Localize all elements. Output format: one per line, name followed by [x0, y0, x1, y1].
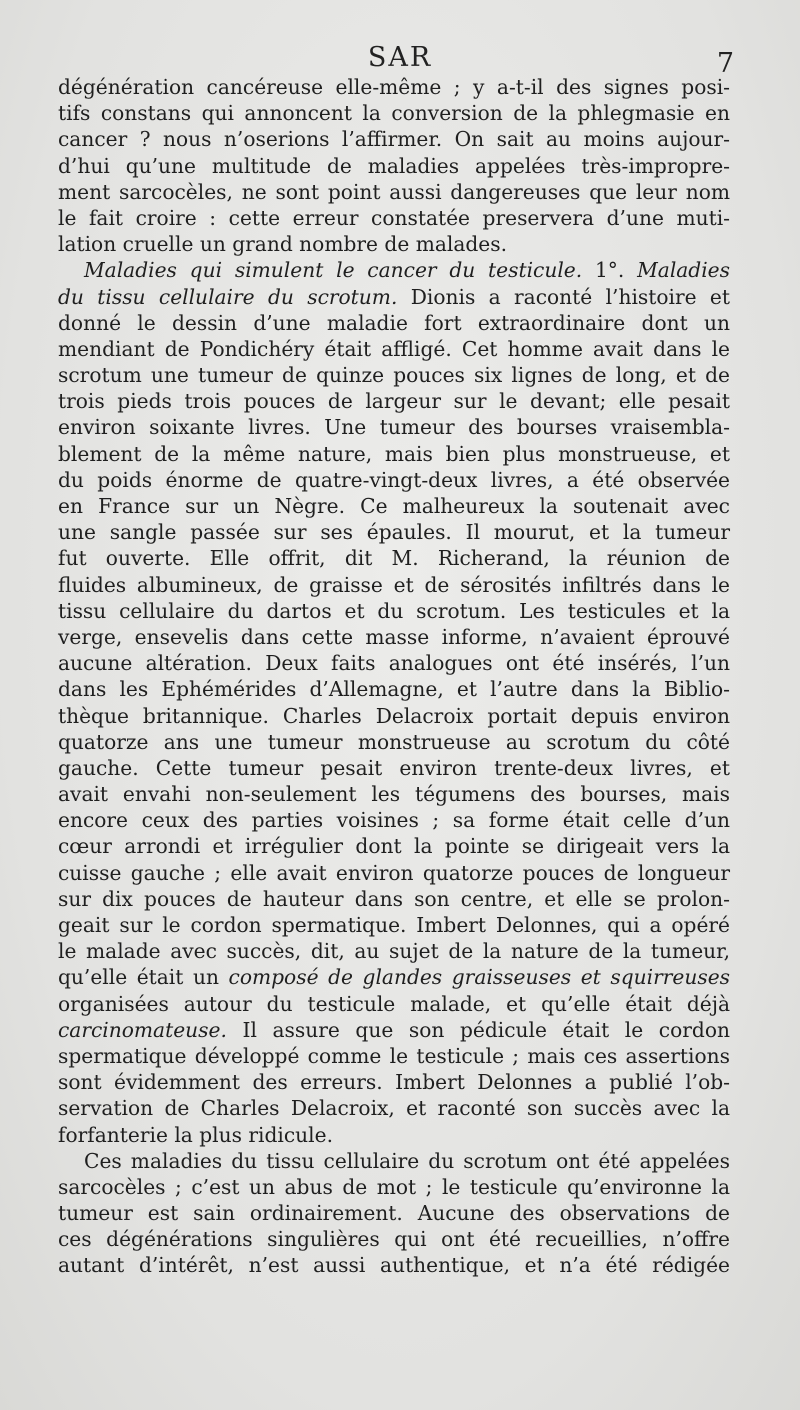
text-line: autant d’intérêt, n’est aussi authentique, et n’a été rédigée	[58, 1253, 730, 1278]
text-line: le fait croire : cette erreur constatée preservera d’une muti-	[58, 205, 730, 230]
text-line: encore ceux des parties voisines ; sa forme était celle d’un	[58, 808, 730, 833]
text-line: une sangle passée sur ses épaules. Il mourut, et la tumeur	[58, 520, 730, 545]
page-number: 7	[716, 48, 734, 79]
text-line: geait sur le cordon spermatique. Imbert Delonnes, qui a opéré	[58, 913, 730, 937]
text-line: tifs constans qui annoncent la conversion de la phlegmasie en	[58, 101, 730, 126]
text-line: environ soixante livres. Une tumeur des bourses vraisembla-	[58, 415, 730, 440]
text-line: Ces maladies du tissu cellulaire du scrotum ont été appelées	[84, 1148, 730, 1173]
text-line: cuisse gauche ; elle avait environ quatorze pouces de longueur	[58, 860, 730, 885]
text-line: sont évidemment des erreurs. Imbert Delonnes a publié l’ob-	[58, 1070, 730, 1095]
text-line: sur dix pouces de hauteur dans son centre, et elle se prolon-	[58, 886, 730, 911]
text-line: scrotum une tumeur de quinze pouces six lignes de long, et de	[58, 363, 730, 388]
text-line: donné le dessin d’une maladie fort extraordinaire dont un	[58, 310, 730, 335]
text-line: verge, ensevelis dans cette masse informe, n’avaient éprouvé	[58, 624, 730, 649]
text-segment: 1°.	[582, 258, 638, 283]
text-line: fut ouverte. Elle offrit, dit M. Richerand, la réunion de	[58, 546, 730, 571]
text-line: quatorze ans une tumeur monstrueuse au scrotum du côté	[58, 729, 730, 754]
italic-text: du tissu cellulaire du scrotum.	[58, 284, 398, 309]
text-line: cancer ? nous n’oserions l’affirmer. On sait au moins aujour-	[58, 127, 730, 152]
text-line	[58, 284, 730, 310]
text-line: en France sur un Nègre. Ce malheureux la soutenait avec	[58, 494, 730, 518]
text-line: lation cruelle un grand nombre de malades.	[58, 232, 508, 257]
text-line: le malade avec succès, dit, au sujet de la nature de la tumeur,	[58, 939, 730, 964]
italic-text: Maladies	[637, 258, 730, 283]
text-line: aucune altération. Deux faits analogues ont été insérés, l’un	[58, 651, 730, 676]
text-line: tumeur est sain ordinairement. Aucune des observations de	[58, 1201, 730, 1226]
text-line: fluides albumineux, de graisse et de sérosités infiltrés dans le	[58, 572, 730, 597]
italic-text: Maladies qui simulent le cancer du testicule.	[84, 258, 583, 283]
text-line: sarcocèles ; c’est un abus de mot ; le testicule qu’environne la	[58, 1174, 730, 1199]
italic-text: carcinomateuse.	[58, 1017, 227, 1042]
text-line: forfanterie la plus ridicule.	[58, 1122, 333, 1147]
running-head	[0, 38, 800, 78]
text-segment: Il assure que son pédicule était le cordon	[226, 1017, 730, 1042]
text-segment: Dionis a raconté l’histoire et	[397, 284, 730, 309]
text-line: spermatique développé comme le testicule ; mais ces assertions	[58, 1043, 730, 1068]
text-line	[58, 1017, 730, 1043]
text-line: trois pieds trois pouces de largeur sur le devant; elle pesait	[58, 389, 730, 414]
text-line: tissu cellulaire du dartos et du scrotum. Les testicules et la	[58, 598, 730, 623]
text-line: dans les Ephémérides d’Allemagne, et l’autre dans la Biblio-	[58, 677, 730, 702]
text-line: ment sarcocèles, ne sont point aussi dangereuses que leur nom	[58, 179, 730, 204]
text-line: blement de la même nature, mais bien plus monstrueuse, et	[58, 441, 730, 466]
text-line: du poids énorme de quatre-vingt-deux livres, a été observée	[58, 467, 730, 492]
text-segment: qu’elle était un	[58, 965, 229, 990]
text-line	[58, 257, 730, 283]
text-line	[58, 964, 730, 990]
text-line: organisées autour du testicule malade, et qu’elle était déjà	[58, 991, 730, 1016]
italic-text: composé de glandes graisseuses et squirreuses	[228, 965, 730, 990]
text-line: ces dégénérations singulières qui ont été recueillies, n’offre	[58, 1227, 730, 1252]
text-line: thèque britannique. Charles Delacroix portait depuis environ	[58, 703, 730, 728]
text-line: gauche. Cette tumeur pesait environ trente-deux livres, et	[58, 755, 730, 780]
running-title: SAR	[367, 42, 433, 73]
body-text	[58, 74, 730, 1279]
text-line: dégénération cancéreuse elle-même ; y a-t-il des signes posi-	[58, 75, 730, 99]
text-line: servation de Charles Delacroix, et raconté son succès avec la	[58, 1096, 730, 1121]
text-line: mendiant de Pondichéry était affligé. Cet homme avait dans le	[58, 336, 730, 361]
text-line: cœur arrondi et irrégulier dont la pointe se dirigeait vers la	[58, 834, 730, 859]
text-line: d’hui qu’une multitude de maladies appelées très-impropre-	[58, 153, 730, 178]
text-line: avait envahi non-seulement les tégumens des bourses, mais	[58, 782, 730, 807]
